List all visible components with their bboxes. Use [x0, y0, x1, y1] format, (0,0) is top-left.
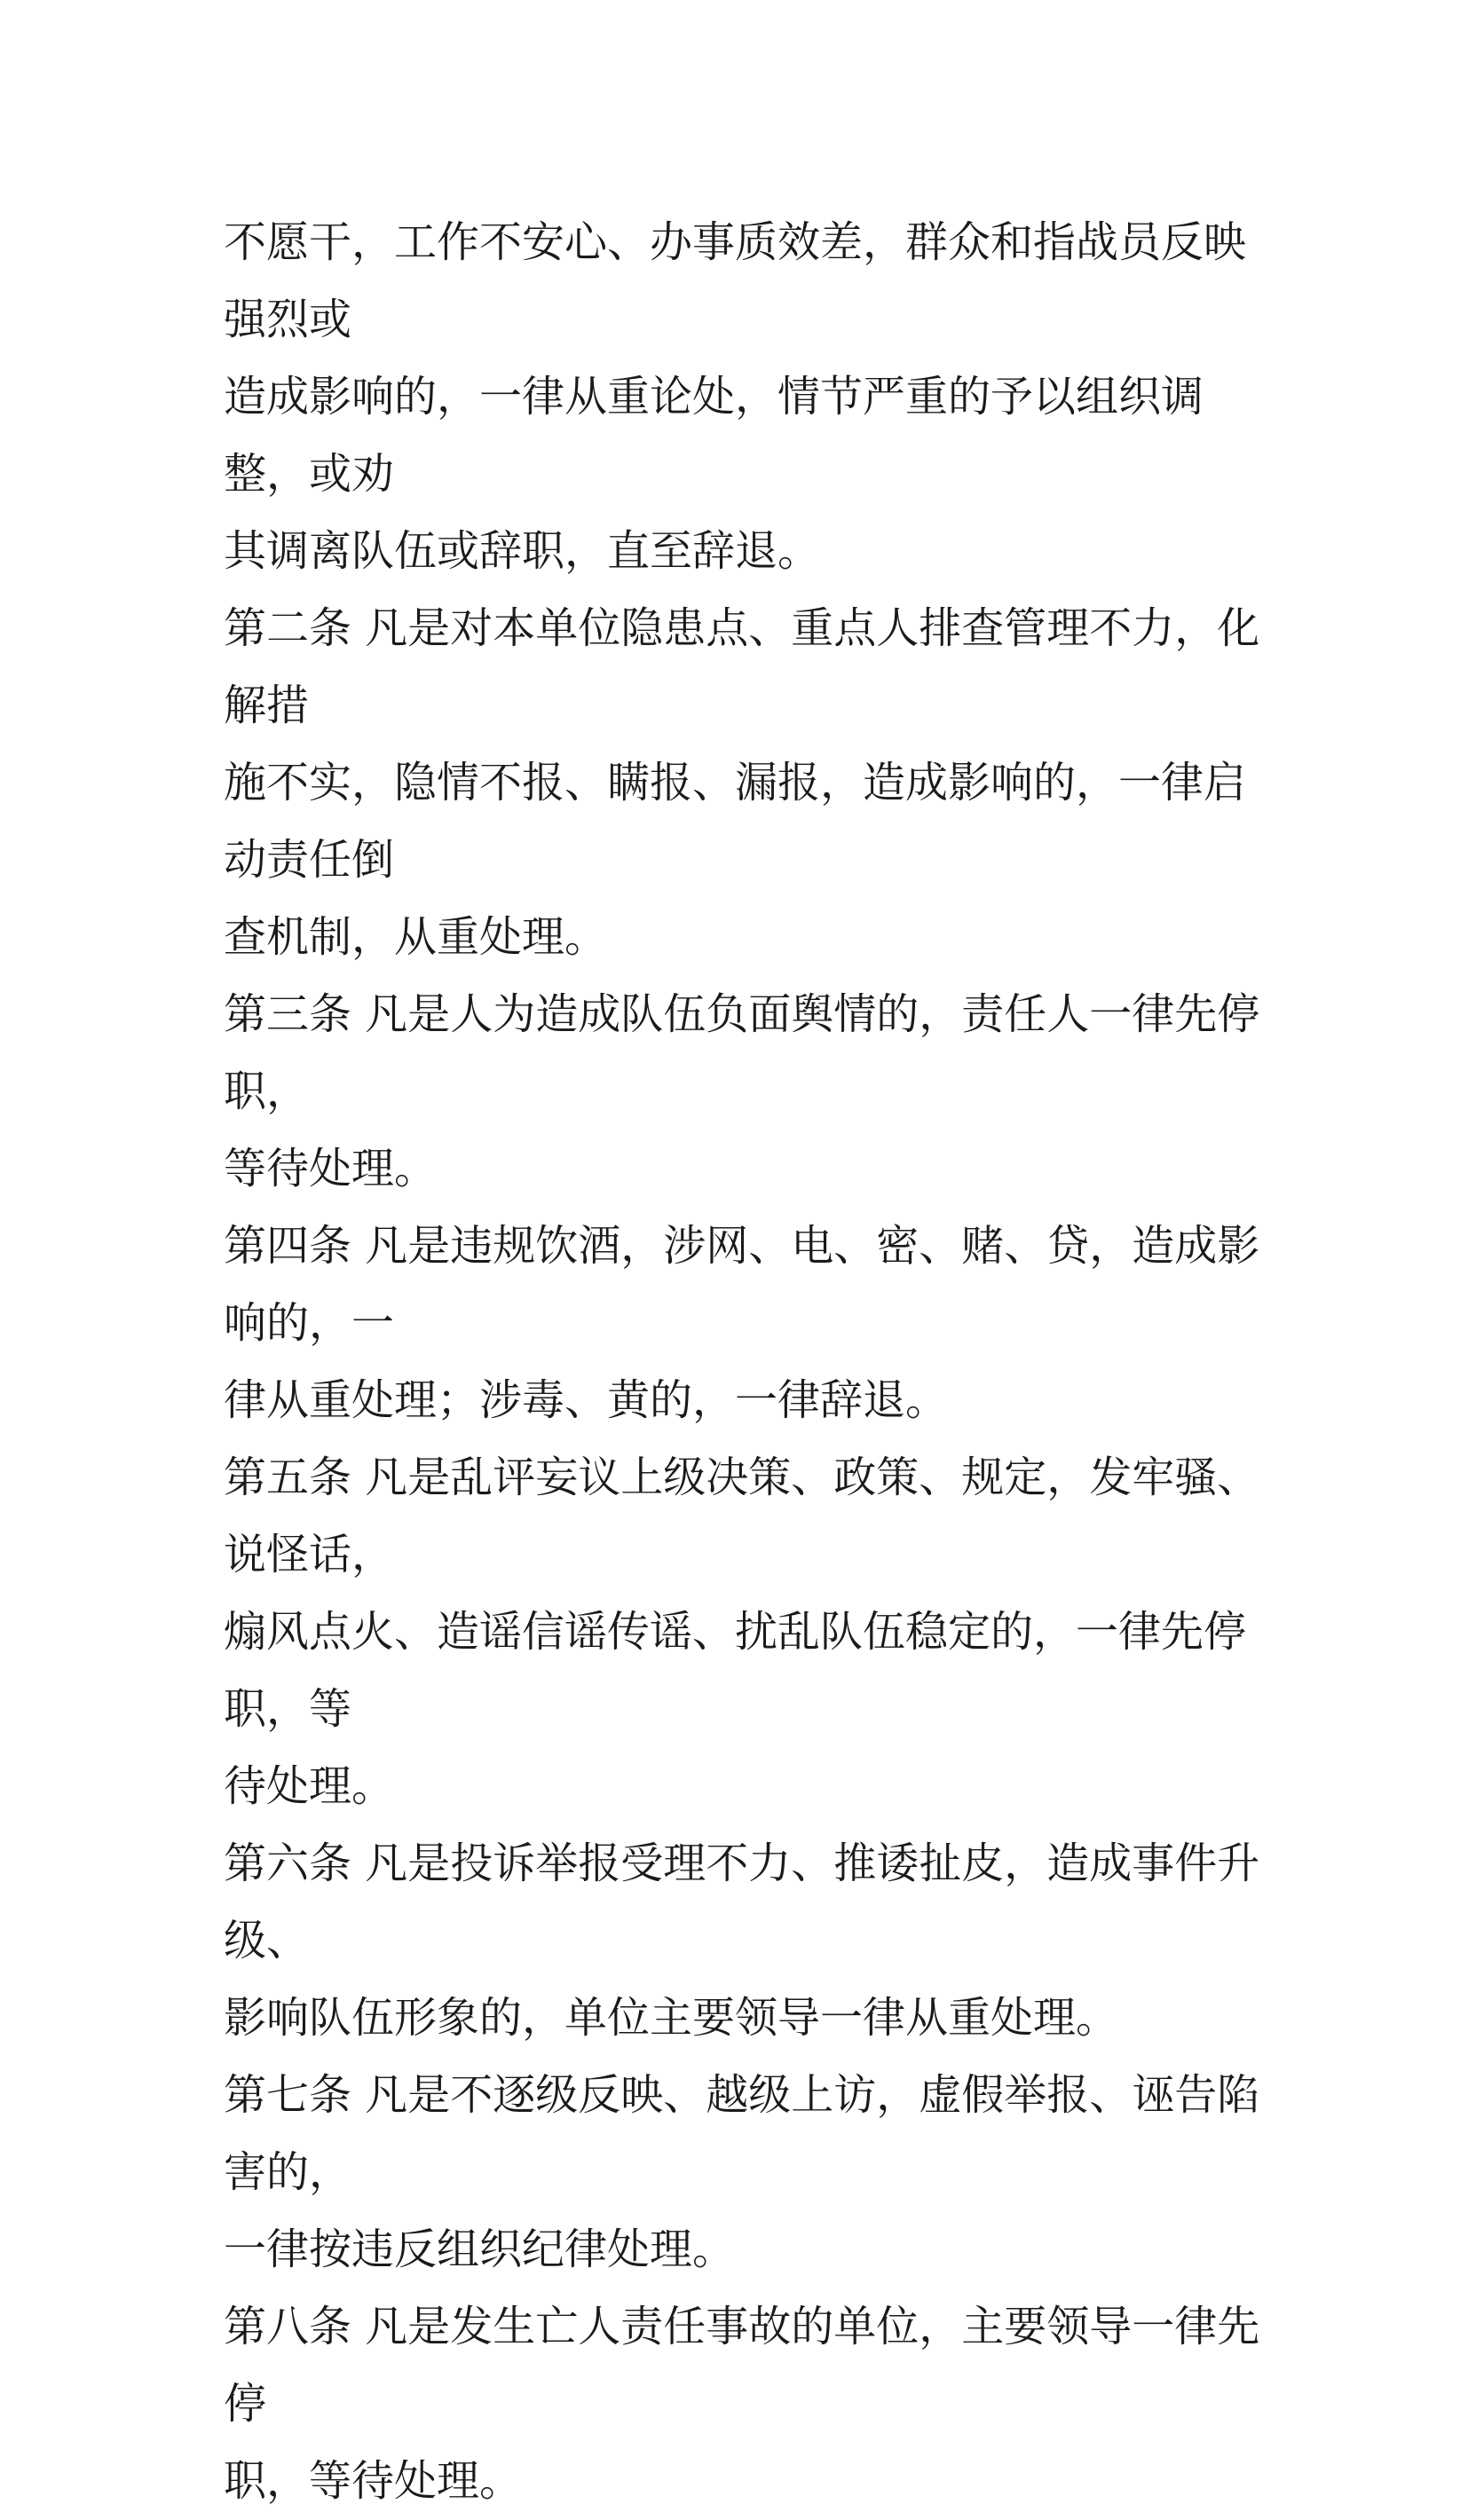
paragraph-line: 职，等待处理。 — [224, 2456, 523, 2506]
paragraph-line: 第七条 凡是不逐级反映、越级上访，虚假举报、诬告陷害的， — [224, 2070, 1260, 2197]
article-7 — [224, 2057, 1262, 2288]
article-2 — [224, 590, 1262, 976]
article-3 — [224, 976, 1262, 1208]
paragraph-line: 其调离队伍或辞职，直至辞退。 — [224, 526, 821, 576]
paragraph-continuation — [224, 204, 1262, 590]
paragraph-line: 律从重处理；涉毒、黄的，一律辞退。 — [224, 1375, 949, 1425]
paragraph-line: 施不实，隐情不报、瞒报、漏报，造成影响的，一律启动责任倒 — [224, 758, 1247, 885]
document-body — [224, 204, 1262, 2520]
paragraph-line: 第八条 凡是发生亡人责任事故的单位，主要领导一律先停 — [224, 2302, 1260, 2429]
paragraph-line: 造成影响的，一律从重论处，情节严重的予以组织调整，或劝 — [224, 372, 1204, 499]
paragraph-line: 第二条 凡是对本单位隐患点、重点人排查管理不力，化解措 — [224, 603, 1260, 730]
paragraph-line: 第六条 凡是投诉举报受理不力、推诿扯皮，造成事件升级、 — [224, 1839, 1260, 1965]
paragraph-line: 等待处理。 — [224, 1144, 438, 1193]
article-6 — [224, 1825, 1262, 2057]
paragraph-line: 查机制，从重处理。 — [224, 912, 608, 962]
paragraph-line: 不愿干，工作不安心、办事质效差，群众和指战员反映强烈或 — [224, 217, 1247, 344]
article-8 — [224, 2288, 1262, 2520]
paragraph-line: 第四条 凡是违规饮酒，涉网、电、密、赌、贷，造成影响的，一 — [224, 1221, 1260, 1348]
paragraph-line: 待处理。 — [224, 1761, 395, 1811]
paragraph-line: 影响队伍形象的，单位主要领导一律从重处理。 — [224, 1993, 1119, 2043]
paragraph-line: 一律按违反组织纪律处理。 — [224, 2225, 736, 2274]
paragraph-line: 煽风点火、造谣信谣传谣、扰乱队伍稳定的，一律先停职，等 — [224, 1607, 1247, 1734]
paragraph-line: 第三条 凡是人为造成队伍负面舆情的，责任人一律先停职， — [224, 989, 1260, 1116]
article-4 — [224, 1208, 1262, 1439]
article-5 — [224, 1439, 1262, 1825]
paragraph-line: 第五条 凡是乱评妄议上级决策、政策、规定，发牢骚、说怪话， — [224, 1453, 1260, 1579]
